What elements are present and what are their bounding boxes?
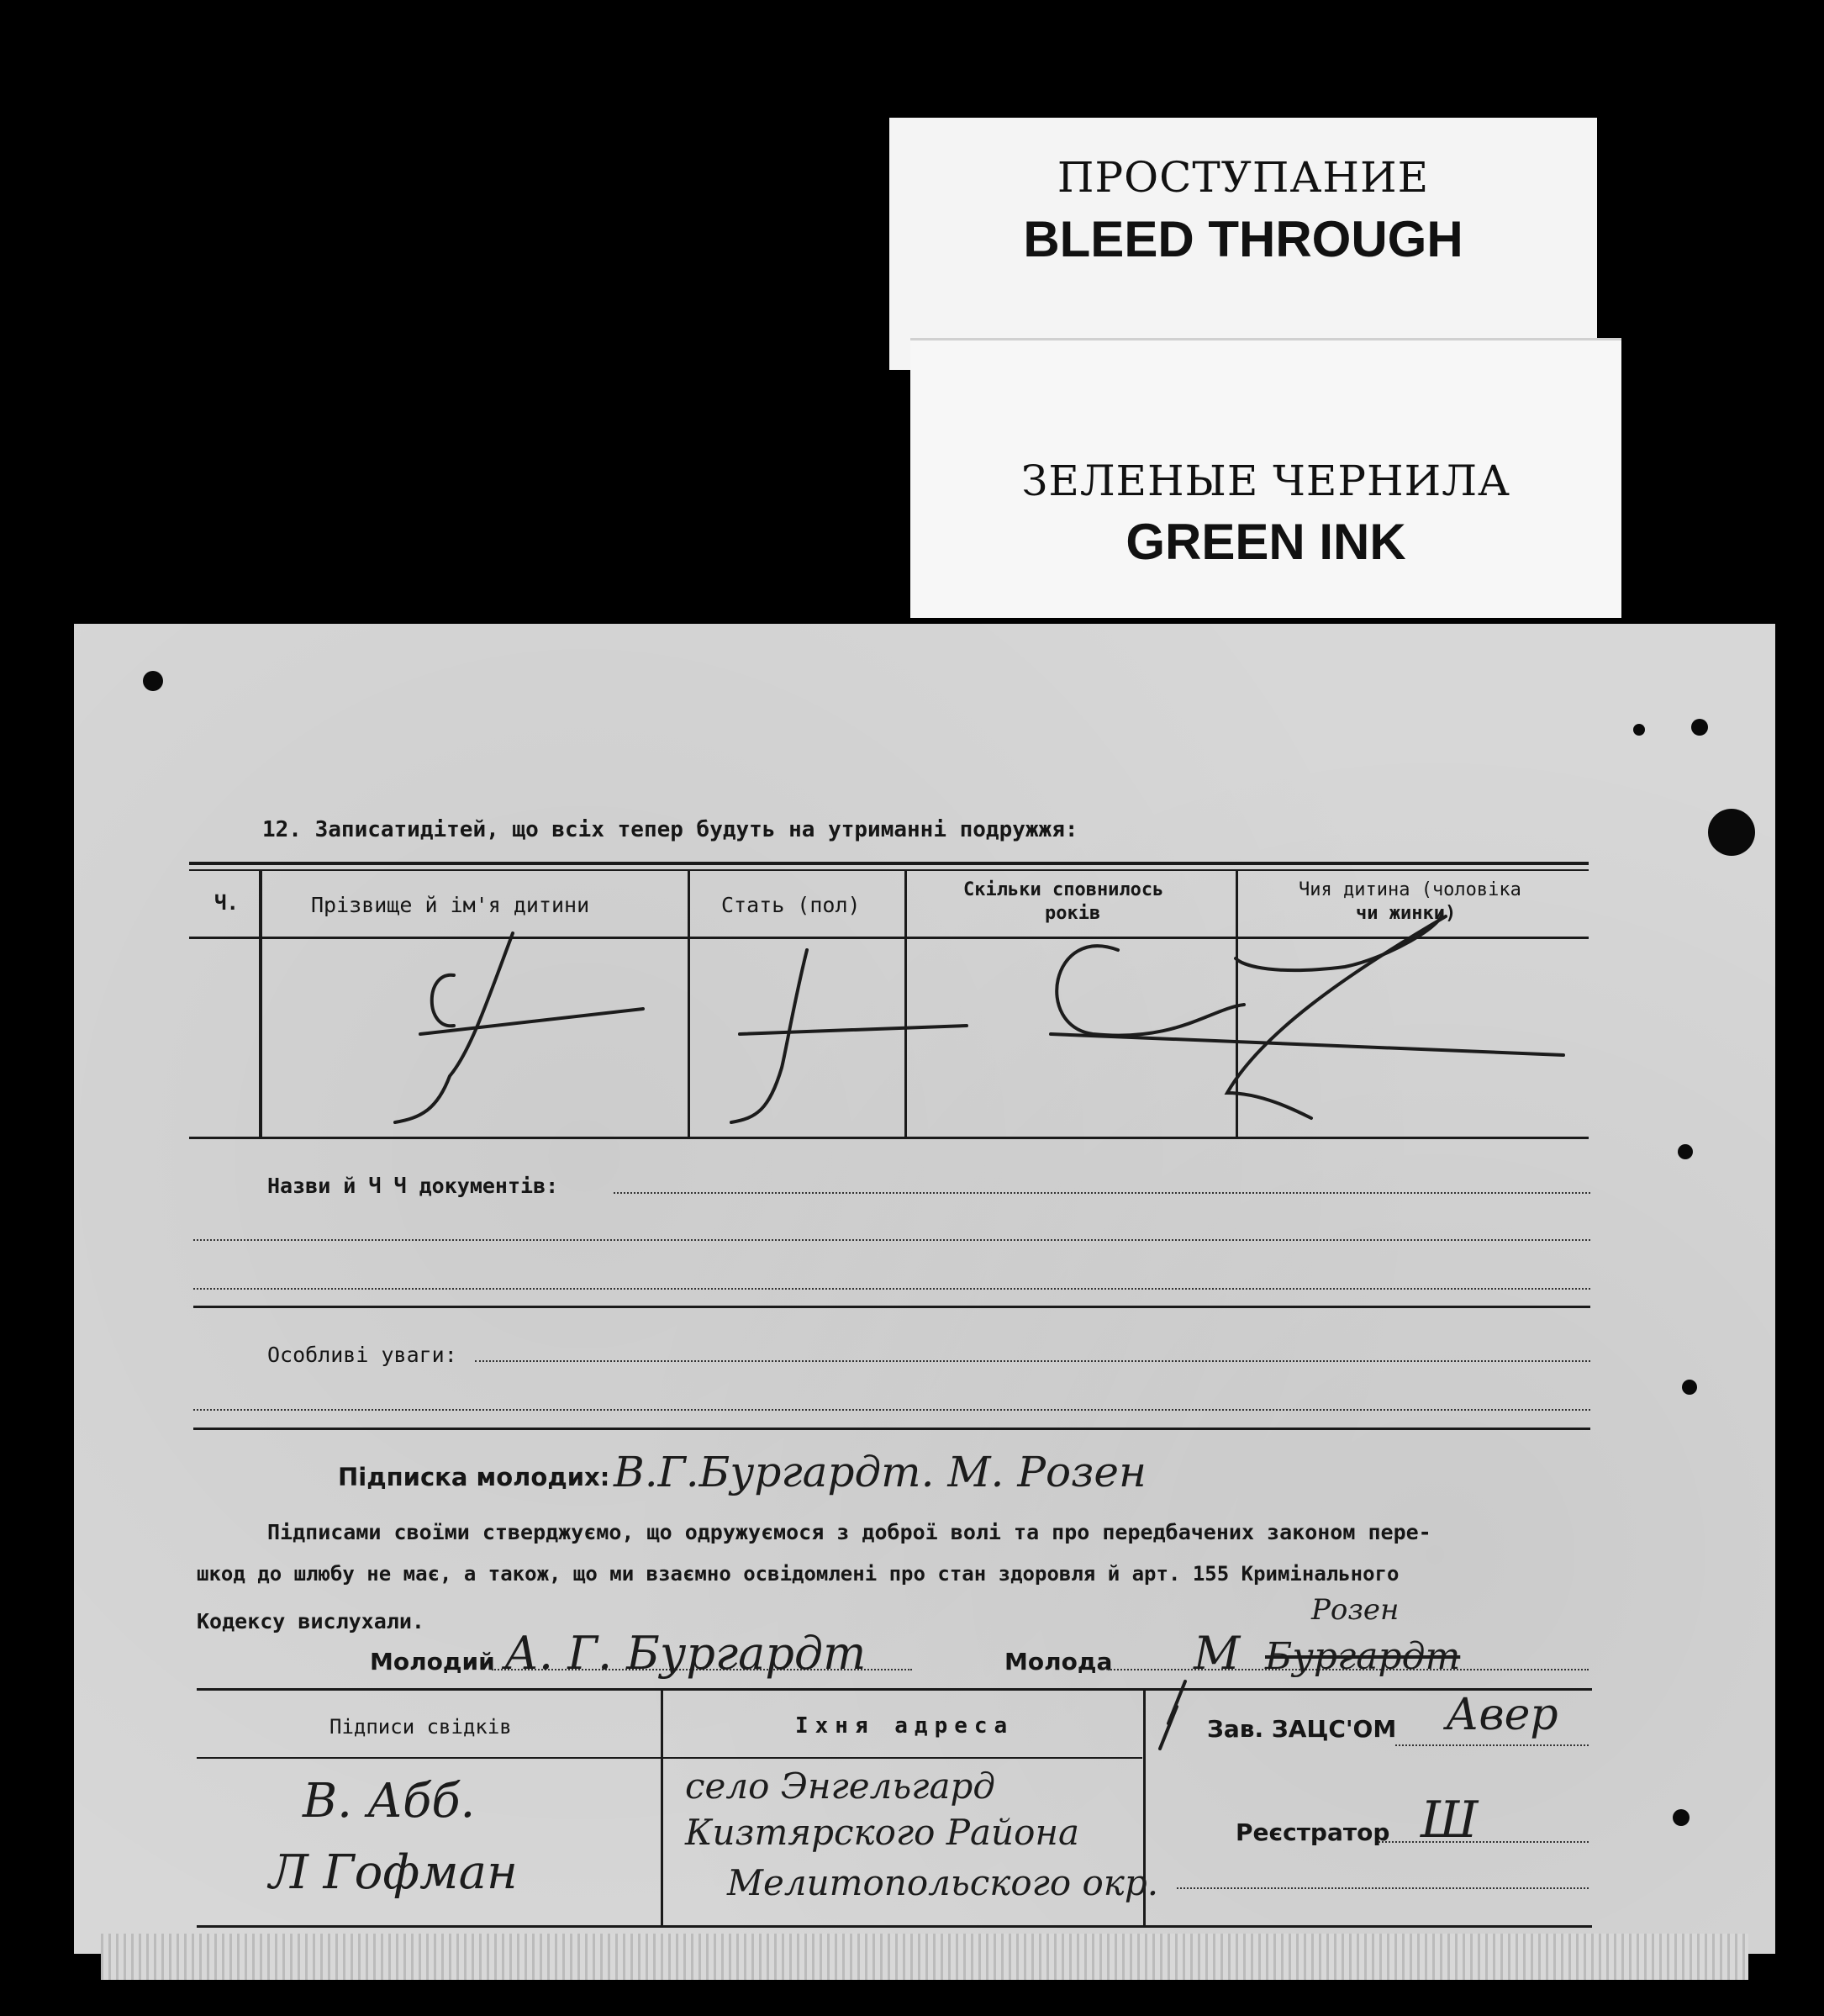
witness-table-top <box>197 1688 1592 1691</box>
documents-line-3 <box>193 1288 1590 1290</box>
page-stack-edge <box>101 1934 1748 1980</box>
remarks-line-2 <box>193 1409 1590 1411</box>
address-line-2: Кизтярского Района <box>685 1812 1080 1853</box>
bride-corrected-surname: Розен <box>1311 1593 1400 1627</box>
registrar-label: Реєстратор <box>1236 1818 1390 1846</box>
address-line-3: Мелитопольского окр. <box>727 1862 1159 1903</box>
bride-crossed-surname: Бургардт <box>1265 1635 1461 1678</box>
col-whose-header-2: чи жинки) <box>1356 903 1457 924</box>
groom-signature: А. Г. Бургардт <box>504 1627 867 1680</box>
documents-line-1 <box>614 1192 1590 1194</box>
address-line-1: село Энгельгард <box>685 1765 996 1807</box>
bleed-through-ru: ПРОСТУПАНИЕ <box>1057 153 1430 202</box>
witness-header-line <box>197 1757 1142 1759</box>
head-label: Зав. ЗАЦС'ОМ <box>1207 1715 1397 1743</box>
col-age-header-2: років <box>1045 903 1101 924</box>
table-bottom-line <box>189 1137 1589 1139</box>
col-divider-1 <box>259 870 262 1137</box>
address-header: Іхня адреса <box>795 1713 1015 1739</box>
table-top-line-2 <box>189 869 1589 871</box>
table-top-line <box>189 862 1589 865</box>
col-divider-3 <box>904 870 907 1137</box>
remarks-label: Особливі уваги: <box>267 1343 457 1367</box>
green-ink-note <box>910 338 1621 618</box>
groom-label: Молодий <box>370 1648 495 1676</box>
green-ink-ru: ЗЕЛЕНЫЕ ЧЕРНИЛА <box>1021 457 1510 505</box>
col-age-header-1: Скільки сповнилось <box>963 879 1164 900</box>
declaration-line-1: Підписами своїми стверджуємо, що одружуємося з доброї волі та про передбачених законом пере- <box>267 1520 1431 1544</box>
col-num-header: Ч. <box>214 891 239 915</box>
couple-signature-label: Підписка молодих: <box>338 1463 610 1491</box>
declaration-line-3: Кодексу вислухали. <box>197 1609 424 1633</box>
witness-table-bottom <box>197 1925 1592 1928</box>
registrar-signature: Ш <box>1421 1791 1479 1850</box>
registrar-line <box>1379 1841 1589 1843</box>
documents-label: Назви й Ч Ч документів: <box>267 1174 559 1198</box>
bleed-through-note <box>889 118 1597 370</box>
witnesses-header: Підписи свідків <box>329 1715 512 1739</box>
witness-2-signature: Л Гофман <box>269 1845 518 1900</box>
remarks-line-1 <box>475 1360 1590 1362</box>
witness-col-divider <box>661 1690 663 1925</box>
bleed-through-en: BLEED THROUGH <box>1023 211 1463 267</box>
head-signature: Авер <box>1446 1690 1558 1740</box>
head-line <box>1395 1744 1589 1746</box>
registrar-line-2 <box>1177 1887 1589 1889</box>
documents-line-2 <box>193 1239 1590 1241</box>
bride-label: Молода <box>1004 1648 1113 1676</box>
section-12-title: 12. Записатидітей, що всіх тепер будуть на утриманні подружжя: <box>262 817 1078 842</box>
couple-signatures: В.Г.Бургардт. М. Розен <box>614 1448 1147 1496</box>
remarks-bottom-line <box>193 1428 1590 1430</box>
declaration-line-2: шкод до шлюбу не має, а також, що ми взаємно освідомлені про стан здоровля й арт. 155 Кримінального <box>197 1562 1400 1586</box>
col-divider-2 <box>688 870 690 1137</box>
documents-bottom-line <box>193 1306 1590 1308</box>
col-divider-4 <box>1236 870 1238 1137</box>
bride-initial: М <box>1194 1627 1241 1680</box>
table-header-line <box>189 937 1589 939</box>
col-whose-header-1: Чия дитина (чоловіка <box>1299 879 1521 900</box>
green-ink-en: GREEN INK <box>1126 514 1406 570</box>
witness-1-signature: В. Абб. <box>303 1774 476 1829</box>
col-sex-header: Стать (пол) <box>721 893 861 917</box>
col-name-header: Прізвище й ім'я дитини <box>311 893 590 917</box>
